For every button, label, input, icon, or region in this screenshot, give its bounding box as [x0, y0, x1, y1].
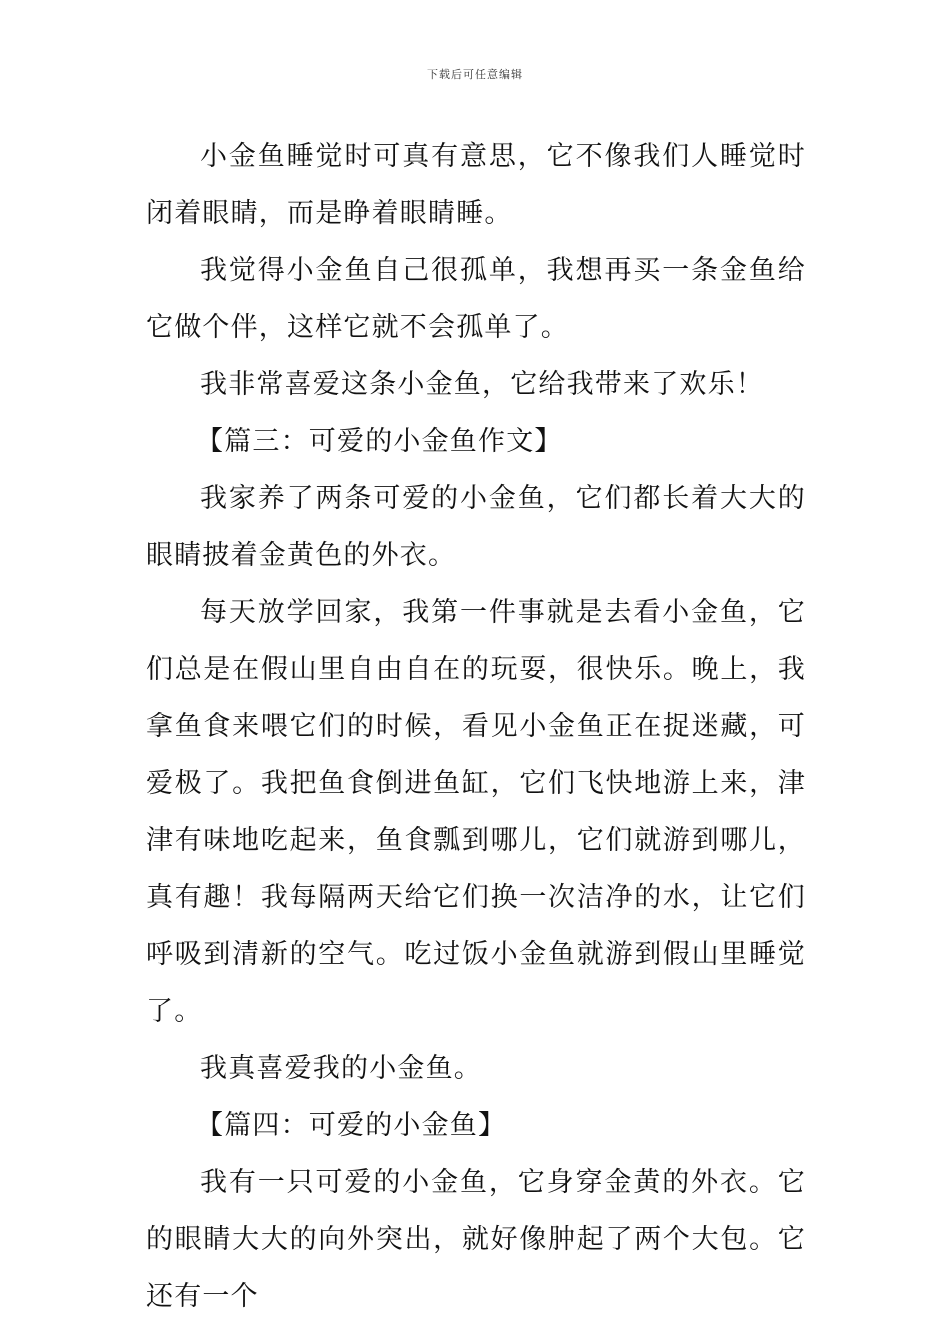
- page-header: 下载后可任意编辑: [427, 68, 523, 81]
- paragraph-love-goldfish: 我真喜爱我的小金鱼。: [200, 1053, 482, 1084]
- paragraph-daily-visit: 每天放学回家，我第一件事就是去看小金鱼，它们总是在假山里自由自在的玩耍，很快乐。晚上，我拿鱼食来喂它们的时候，看见小金鱼正在捉迷藏，可爱极了。我把鱼食倒进鱼缸，它们飞快地游上来，津津有味地吃起来，鱼食瓢到哪儿，它们就游到哪儿，真有趣！我每隔两天给它们换一次洁净的水，让它们呼吸到清新的空气。吃过饭小金鱼就游到假山里睡觉了。: [146, 597, 806, 1027]
- section-heading-part-four: 【篇四：可爱的小金鱼】: [196, 1110, 507, 1141]
- paragraph-joy: 我非常喜爱这条小金鱼，它给我带来了欢乐！: [200, 369, 764, 400]
- paragraph-two-goldfish: 我家养了两条可爱的小金鱼，它们都长着大大的眼睛披着金黄色的外衣。: [146, 483, 806, 571]
- document-body: [146, 128, 806, 1325]
- section-heading-part-three: 【篇三：可爱的小金鱼作文】: [196, 426, 563, 457]
- paragraph-sleeping-fish: 小金鱼睡觉时可真有意思，它不像我们人睡觉时闭着眼睛，而是睁着眼睛睡。: [146, 141, 806, 229]
- paragraph-golden-coat: 我有一只可爱的小金鱼，它身穿金黄的外衣。它的眼睛大大的向外突出，就好像肿起了两个大包。它还有一个: [146, 1167, 806, 1312]
- paragraph-lonely-fish: 我觉得小金鱼自己很孤单，我想再买一条金鱼给它做个伴，这样它就不会孤单了。: [146, 255, 806, 343]
